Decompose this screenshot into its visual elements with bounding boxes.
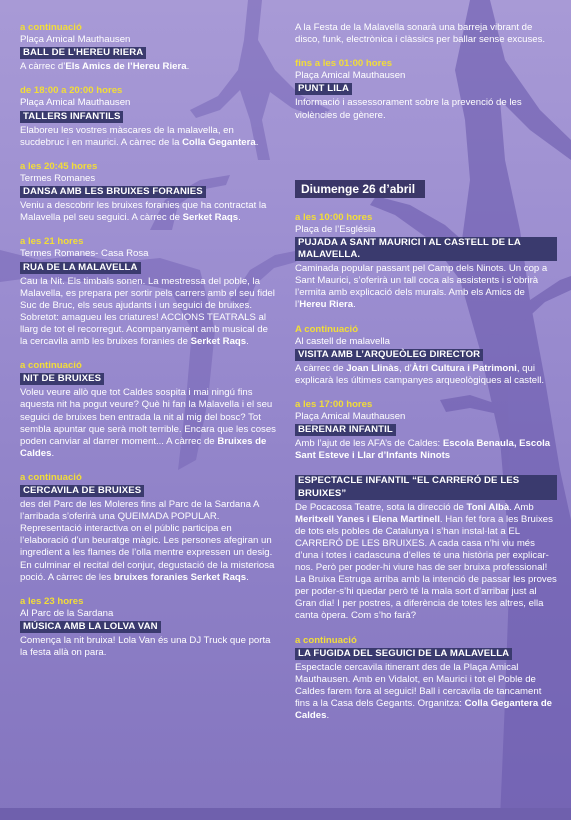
- event-entry: [20, 22, 278, 73]
- event-entry: [295, 58, 557, 121]
- description-text: . Amb: [509, 501, 534, 513]
- event-time: a les 10:00 hores: [295, 211, 373, 223]
- event-entry: [295, 212, 557, 312]
- description-highlight: Serket Raqs: [182, 212, 239, 224]
- event-entry: [295, 474, 557, 622]
- event-title: DANSA AMB LES BRUIXES FORANIES: [20, 186, 206, 198]
- event-description: [20, 276, 278, 349]
- event-description: [20, 387, 278, 460]
- event-place: Plaça Amical Mauthausen: [20, 97, 131, 109]
- event-entry: [20, 360, 278, 460]
- description-highlight: Els Amics de l’Hereu Riera: [65, 61, 187, 73]
- event-title: ESPECTACLE INFANTIL “EL CARRERÓ DE LES BRUIXES”: [295, 475, 557, 499]
- description-text: , d’: [398, 362, 412, 374]
- description-text: .: [353, 299, 356, 311]
- event-title: BERENAR INFANTIL: [295, 424, 396, 436]
- description-text: Cau la Nit. Els timbals sonen. La mestressa del poble, la Malavella, es prepara per sortir pels carrers amb el seu fidel Suc de Bruc, els seus ajudants i un seguici de bruixes. Sobretot: amagueu les criatures! ACCIONS TEATRALS al llarg de tot el recorregut. Acompanyament amb musical de la cercavila amb les bruixes foranies de: [20, 275, 275, 348]
- event-description: [295, 97, 557, 121]
- description-highlight: Meritxell Yanes i Elena Martinell: [295, 513, 440, 525]
- event-title: TALLERS INFANTILS: [20, 111, 123, 123]
- event-title: NIT DE BRUIXES: [20, 373, 104, 385]
- event-time: a continuació: [20, 471, 82, 483]
- event-description: [295, 662, 557, 722]
- description-text: , qui explicarà les últimes campanyes arqueològiques al castell.: [295, 362, 545, 386]
- description-highlight: Joan Llinàs: [346, 362, 399, 374]
- description-text: Informació i assessorament sobre la prevenció de les violències de gènere.: [295, 97, 522, 121]
- event-time: de 18:00 a 20:00 hores: [20, 85, 123, 97]
- left-column: [20, 22, 278, 671]
- event-entry: [295, 635, 557, 723]
- event-time: a continuació: [20, 360, 82, 372]
- description-text: A càrrec de les: [45, 571, 114, 583]
- event-entry: [295, 399, 557, 462]
- event-title: BALL DE L’HEREU RIERA: [20, 47, 146, 59]
- description-text: A càrrec de: [129, 212, 183, 224]
- event-place: Plaça de l’Església: [295, 223, 376, 235]
- description-highlight: Hereu Riera: [299, 299, 354, 311]
- event-description: [295, 502, 557, 623]
- day-heading: Diumenge 26 d’abril: [295, 180, 425, 198]
- description-text: . Han fet fora a les Bruixes de tots els pobles de Catalunya i s’han instal·lat a EL CARRERÓ DE LES BRUIXES. A cada casa n’hi viu més d’una i totes i cadascuna d’elles té una història per explicar-nos. Però per poder-hi viure has de ser bruixa professional! La Bruixa Estruga arriba amb la intenció de passar les proves per poder-s’hi quedar però té la mala sort d’arribar just al Gran dia! I per postres, a diferència de totes les altres, ella canta òpera. Com s’ho farà?: [295, 513, 557, 622]
- description-text: A càrrec de: [295, 362, 347, 374]
- event-place: Termes Romanes- Casa Rosa: [20, 248, 149, 260]
- description-highlight: Colla Gegantera de Caldes: [295, 698, 553, 722]
- event-description: [295, 438, 557, 462]
- description-text: .: [246, 571, 249, 583]
- event-place: Plaça Amical Mauthausen: [20, 34, 131, 46]
- event-title: RUA DE LA MALAVELLA: [20, 262, 141, 274]
- event-time: a les 20:45 hores: [20, 160, 98, 172]
- event-description: [20, 635, 278, 659]
- description-text: .: [255, 136, 259, 148]
- event-description: [20, 125, 278, 149]
- description-text: .: [51, 447, 55, 459]
- description-text: .: [246, 336, 249, 348]
- description-highlight: Àtri Cultura i Patrimoni: [411, 362, 517, 374]
- event-description: [295, 22, 557, 46]
- description-highlight: Serket Raqs: [190, 336, 247, 348]
- event-title: CERCAVILA DE BRUIXES: [20, 485, 144, 497]
- description-text: .: [186, 61, 190, 73]
- description-text: Amb l’ajut de les AFA’s de Caldes:: [295, 438, 443, 450]
- description-text: .: [326, 710, 330, 722]
- description-text: des del Parc de les Moleres fins al Parc de la Sardana A l’arribada s’oferirà una QUEIMADA POPULAR. Representació interactiva on el públic participa en l’elaboració d’un beuratge màgic. Les persones afegiran un ingredient a les flames de l’olla mentre expressen un desig. En culminar el recital del conjur, degustació de la misteriosa poció.: [20, 499, 275, 583]
- event-time: fins a les 01:00 hores: [295, 58, 393, 70]
- event-description: [20, 200, 278, 224]
- event-time: a les 23 hores: [20, 595, 84, 607]
- bottom-strip: [0, 808, 571, 820]
- event-place: Plaça Amical Mauthausen: [295, 70, 406, 82]
- event-place: Plaça Amical Mauthausen: [295, 411, 406, 423]
- event-time: A continuació: [295, 323, 359, 335]
- event-title: LA FUGIDA DEL SEGUICI DE LA MALAVELLA: [295, 648, 512, 660]
- event-description: [20, 499, 278, 584]
- description-text: De Pocacosa Teatre, sota la direcció de: [295, 501, 467, 513]
- event-entry: [295, 22, 557, 46]
- event-description: [295, 263, 557, 311]
- event-entry: [20, 472, 278, 584]
- event-entry: [20, 236, 278, 348]
- event-entry: [20, 161, 278, 224]
- event-entry: [20, 85, 278, 148]
- event-title: PUNT LILA: [295, 83, 352, 95]
- event-time: a continuació: [20, 22, 82, 33]
- right-bottom-events: [295, 212, 557, 722]
- event-description: [20, 61, 278, 73]
- event-time: a continuació: [295, 634, 357, 646]
- description-text: A càrrec d’: [20, 61, 66, 73]
- event-time: a les 21 hores: [20, 236, 84, 248]
- description-text: A càrrec de la: [118, 136, 183, 148]
- description-highlight: Colla Gegantera: [182, 136, 256, 148]
- event-time: a les 17:00 hores: [295, 398, 373, 410]
- event-title: MÚSICA AMB LA LOLVA VAN: [20, 621, 161, 633]
- description-highlight: Escola Benaula, Escola Sant Esteve i Llar d’Infants Ninots: [295, 438, 551, 462]
- event-place: Al Parc de la Sardana: [20, 607, 114, 619]
- description-text: Voleu veure allò que tot Caldes sospita i mai ningú fins aquesta nit ha pogut veure? Què hi fan la Malavella i el seu seguici de bruixes ben entrada la nit al mig del bosc? Tot sembla apuntar que serà molt terrible. Encara que les coses poden canviar al darrer moment...: [20, 387, 276, 447]
- description-text: Comença la nit bruixa! Lola Van és una DJ Truck que porta la festa allà on para.: [20, 635, 271, 659]
- event-description: [295, 363, 557, 387]
- event-title: VISITA AMB L’ARQUEÒLEG DIRECTOR: [295, 349, 483, 361]
- event-place: Termes Romanes: [20, 172, 96, 184]
- description-text: .: [238, 212, 241, 224]
- description-text: A càrrec de: [163, 435, 218, 447]
- description-text: Veniu a descobrir les bruixes foranies que ha contractat la Malavella pel seu seguici.: [20, 200, 267, 224]
- event-place: Al castell de malavella: [295, 335, 390, 347]
- description-highlight: Toni Albà: [466, 501, 510, 513]
- right-column: [295, 22, 557, 734]
- description-highlight: bruixes foranies Serket Raqs: [113, 571, 247, 583]
- description-highlight: Bruixes de Caldes: [20, 435, 267, 459]
- event-entry: [20, 596, 278, 659]
- description-text: Espectacle cercavila itinerant des de la Plaça Amical Mauthausen. Amb en Vidalot, en Maurici i tot el Poble de Caldes farem fora al seguici! Ball i cercavila de tancament fins a la Casa dels Gegants. Organitza:: [295, 661, 542, 710]
- right-top-events: [295, 22, 557, 122]
- description-text: Elaboreu les vostres màscares de la malavella, en sucdebruc i en maurici.: [20, 124, 234, 148]
- event-title: PUJADA A SANT MAURICI I AL CASTELL DE LA MALAVELLA.: [295, 237, 557, 261]
- description-text: A la Festa de la Malavella sonarà una barreja vibrant de disco, funk, electrònica i clàssics per ballar sense excuses.: [295, 22, 546, 46]
- description-text: Caminada popular passant pel Camp dels Ninots. Un cop a Sant Maurici, s’oferirà un tall coca als assistents i s’obrirà l’ermita amb explicació dels murals. Amb els Amics de l’: [295, 263, 548, 311]
- event-entry: [295, 324, 557, 387]
